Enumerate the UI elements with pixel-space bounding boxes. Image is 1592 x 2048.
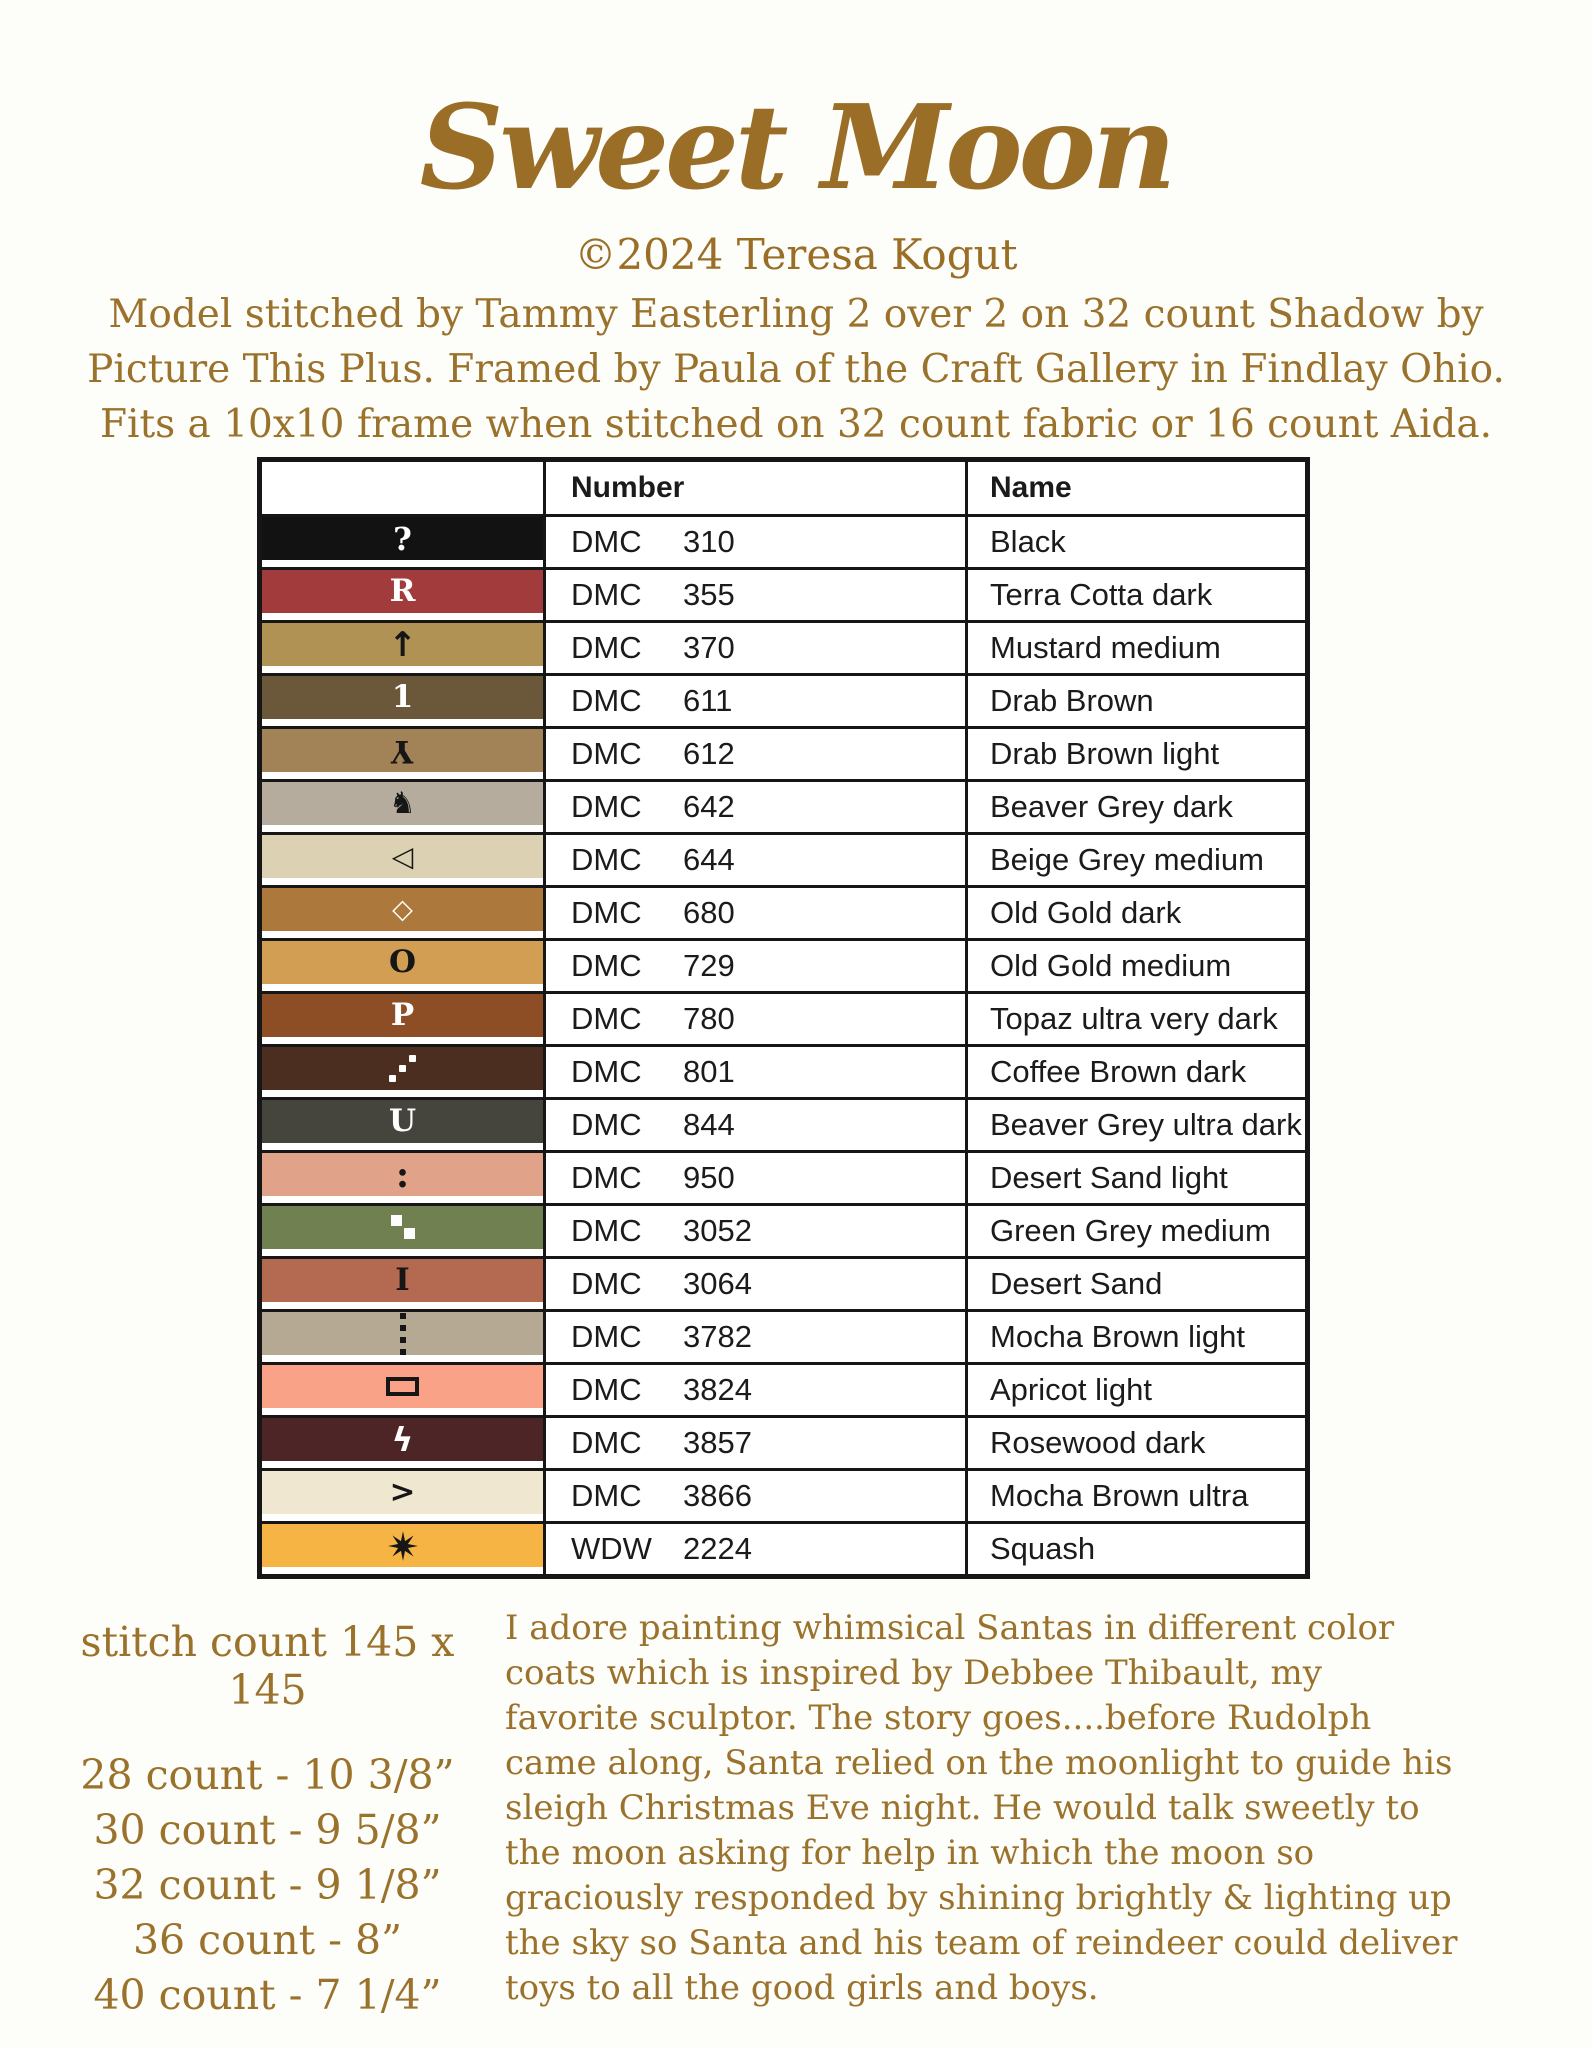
thread-name: Drab Brown light <box>965 729 1305 779</box>
thread-symbol-icon: ϟ <box>391 1420 414 1459</box>
swatch-cell <box>262 570 543 620</box>
color-swatch <box>262 1312 543 1355</box>
thread-symbol-icon: R <box>389 573 416 609</box>
thread-symbol-icon: Y <box>391 733 414 769</box>
table-row <box>262 567 1305 620</box>
size-info <box>55 1618 480 2023</box>
table-row <box>262 991 1305 1044</box>
swatch-cell <box>262 517 543 567</box>
number-column-header: Number <box>543 462 965 514</box>
thread-brand: DMC <box>571 524 642 559</box>
thread-brand: DMC <box>571 1054 642 1089</box>
thread-number: 844 <box>683 1107 735 1142</box>
intro-text <box>0 287 1592 452</box>
color-swatch <box>262 782 543 825</box>
thread-brand: DMC <box>571 1425 642 1460</box>
thread-number: 644 <box>683 842 735 877</box>
thread-number-cell <box>543 623 965 673</box>
thread-brand: DMC <box>571 1107 642 1142</box>
color-swatch <box>262 888 543 931</box>
swatch-cell <box>262 1312 543 1362</box>
thread-name: Apricot light <box>965 1365 1305 1415</box>
thread-name: Desert Sand light <box>965 1153 1305 1203</box>
color-swatch <box>262 1153 543 1196</box>
thread-symbol-icon: ◇ <box>392 894 413 925</box>
thread-number-cell <box>543 1153 965 1203</box>
thread-name: Rosewood dark <box>965 1418 1305 1468</box>
thread-number-cell <box>543 570 965 620</box>
swatch-cell <box>262 1206 543 1256</box>
thread-number: 729 <box>683 948 735 983</box>
thread-number: 3782 <box>683 1319 752 1354</box>
table-row <box>262 1097 1305 1150</box>
swatch-cell <box>262 1365 543 1415</box>
thread-number-cell <box>543 1100 965 1150</box>
table-row <box>262 726 1305 779</box>
copyright-line: ©2024 Teresa Kogut <box>574 230 1018 279</box>
thread-brand: DMC <box>571 1160 642 1195</box>
swatch-cell <box>262 1524 543 1574</box>
thread-brand: DMC <box>571 948 642 983</box>
color-swatch <box>262 570 543 613</box>
thread-number: 801 <box>683 1054 735 1089</box>
intro-line: Fits a 10x10 frame when stitched on 32 count fabric or 16 count Aida. <box>99 402 1493 447</box>
thread-number-cell <box>543 835 965 885</box>
thread-number-cell <box>543 994 965 1044</box>
swatch-cell <box>262 888 543 938</box>
swatch-cell <box>262 994 543 1044</box>
color-swatch <box>262 517 543 560</box>
symbol-column-header <box>262 462 543 514</box>
swatch-cell <box>262 835 543 885</box>
thread-name: Mocha Brown light <box>965 1312 1305 1362</box>
table-row <box>262 620 1305 673</box>
thread-number-cell <box>543 729 965 779</box>
count-line: 32 count - 9 1/8” <box>93 1861 442 1909</box>
color-swatch <box>262 1259 543 1302</box>
thread-symbol-icon <box>387 1530 419 1562</box>
thread-name: Desert Sand <box>965 1259 1305 1309</box>
table-row <box>262 832 1305 885</box>
table-row <box>262 1309 1305 1362</box>
thread-brand: DMC <box>571 842 642 877</box>
thread-number-cell <box>543 1365 965 1415</box>
thread-number: 355 <box>683 577 735 612</box>
thread-brand: DMC <box>571 630 642 665</box>
thread-brand: DMC <box>571 683 642 718</box>
count-line: 36 count - 8” <box>132 1916 403 1964</box>
swatch-cell <box>262 1259 543 1309</box>
table-row <box>262 1468 1305 1521</box>
color-swatch <box>262 1365 543 1408</box>
thread-brand: DMC <box>571 736 642 771</box>
color-swatch <box>262 1100 543 1143</box>
table-row <box>262 1256 1305 1309</box>
swatch-cell <box>262 729 543 779</box>
thread-legend-table <box>257 457 1310 1579</box>
thread-number-cell <box>543 888 965 938</box>
thread-brand: DMC <box>571 895 642 930</box>
color-swatch <box>262 835 543 878</box>
color-swatch <box>262 941 543 984</box>
page-title: Sweet Moon <box>419 80 1173 216</box>
thread-number-cell <box>543 1259 965 1309</box>
table-row <box>262 1150 1305 1203</box>
thread-number: 3857 <box>683 1425 752 1460</box>
thread-symbol-icon: ↑ <box>388 624 417 665</box>
thread-name: Terra Cotta dark <box>965 570 1305 620</box>
thread-symbol-icon: ♞ <box>389 785 416 821</box>
thread-brand: DMC <box>571 1266 642 1301</box>
thread-brand: DMC <box>571 1213 642 1248</box>
thread-number: 950 <box>683 1160 735 1195</box>
thread-number-cell <box>543 517 965 567</box>
thread-symbol-icon: O <box>388 944 416 980</box>
thread-symbol-icon <box>390 1215 416 1241</box>
thread-number-cell <box>543 782 965 832</box>
thread-name: Green Grey medium <box>965 1206 1305 1256</box>
thread-name: Coffee Brown dark <box>965 1047 1305 1097</box>
thread-name: Old Gold medium <box>965 941 1305 991</box>
thread-name: Old Gold dark <box>965 888 1305 938</box>
thread-symbol-icon: ◁ <box>391 839 414 873</box>
thread-name: Beaver Grey ultra dark <box>965 1100 1305 1150</box>
thread-brand: DMC <box>571 1001 642 1036</box>
thread-number: 611 <box>683 683 733 718</box>
color-swatch <box>262 1471 543 1514</box>
count-line: 28 count - 10 3/8” <box>80 1751 455 1799</box>
table-row <box>262 673 1305 726</box>
thread-number-cell <box>543 1047 965 1097</box>
legend-rows <box>262 514 1305 1574</box>
thread-name: Black <box>965 517 1305 567</box>
count-line: 40 count - 7 1/4” <box>93 1971 442 2019</box>
thread-brand: DMC <box>571 789 642 824</box>
swatch-cell <box>262 1471 543 1521</box>
thread-number-cell <box>543 1206 965 1256</box>
thread-name: Beige Grey medium <box>965 835 1305 885</box>
thread-symbol-icon <box>399 1065 406 1072</box>
thread-number: 780 <box>683 1001 735 1036</box>
thread-brand: DMC <box>571 1372 642 1407</box>
color-swatch <box>262 729 543 772</box>
thread-name: Beaver Grey dark <box>965 782 1305 832</box>
thread-name: Drab Brown <box>965 676 1305 726</box>
swatch-cell <box>262 1047 543 1097</box>
thread-number: 680 <box>683 895 735 930</box>
thread-number-cell <box>543 1471 965 1521</box>
thread-symbol-icon: U <box>388 1103 417 1139</box>
table-row <box>262 1044 1305 1097</box>
color-swatch <box>262 1206 543 1249</box>
color-swatch <box>262 994 543 1037</box>
table-row <box>262 514 1305 567</box>
intro-line: Picture This Plus. Framed by Paula of the Craft Gallery in Findlay Ohio. <box>87 347 1505 392</box>
table-row <box>262 938 1305 991</box>
thread-number: 3824 <box>683 1372 752 1407</box>
thread-number: 310 <box>683 524 735 559</box>
thread-name: Squash <box>965 1524 1305 1574</box>
name-column-header: Name <box>965 462 1305 514</box>
thread-number: 3052 <box>683 1213 752 1248</box>
thread-symbol-icon: P <box>390 997 415 1033</box>
intro-line: Model stitched by Tammy Easterling 2 over 2 on 32 count Shadow by <box>108 292 1484 337</box>
thread-number-cell <box>543 1418 965 1468</box>
thread-symbol-icon: I <box>395 1262 410 1298</box>
swatch-cell <box>262 1153 543 1203</box>
thread-brand: DMC <box>571 577 642 612</box>
thread-brand: DMC <box>571 1478 642 1513</box>
swatch-cell <box>262 1100 543 1150</box>
thread-number: 2224 <box>683 1531 752 1566</box>
table-row <box>262 885 1305 938</box>
swatch-cell <box>262 623 543 673</box>
thread-symbol-icon: : <box>395 1153 410 1196</box>
thread-symbol-icon <box>386 1377 419 1396</box>
color-swatch <box>262 1418 543 1461</box>
color-swatch <box>262 1047 543 1090</box>
swatch-cell <box>262 782 543 832</box>
color-swatch <box>262 1524 543 1567</box>
color-swatch <box>262 676 543 719</box>
thread-number: 612 <box>683 736 735 771</box>
thread-symbol-icon: ? <box>393 519 412 558</box>
table-row <box>262 1203 1305 1256</box>
thread-number: 3064 <box>683 1266 752 1301</box>
count-line: 30 count - 9 5/8” <box>93 1806 442 1854</box>
table-header-row <box>262 462 1305 514</box>
thread-name: Mustard medium <box>965 623 1305 673</box>
thread-number-cell <box>543 941 965 991</box>
thread-number: 370 <box>683 630 735 665</box>
thread-brand: DMC <box>571 1319 642 1354</box>
thread-number-cell <box>543 1312 965 1362</box>
thread-number: 3866 <box>683 1478 752 1513</box>
story-text: I adore painting whimsical Santas in different color coats which is inspired by Debbee Thibault, my favorite sculptor. The story goes....before Rudolph came along, Santa relied on the moonlight to guide his sleigh Christmas Eve night. He would talk sweetly to the moon asking for help in which the moon so graciously responded by shining brightly & lighting up the sky so Santa and his team of reindeer could deliver toys to all the good girls and boys. <box>505 1608 1458 2008</box>
swatch-cell <box>262 676 543 726</box>
table-row <box>262 1362 1305 1415</box>
thread-symbol-icon: 1 <box>391 679 414 715</box>
color-swatch <box>262 623 543 666</box>
thread-symbol-icon: > <box>389 1474 416 1510</box>
thread-brand: WDW <box>571 1531 652 1566</box>
count-lines <box>55 1748 480 2023</box>
swatch-cell <box>262 1418 543 1468</box>
swatch-cell <box>262 941 543 991</box>
stitch-count: stitch count 145 x 145 <box>80 1618 455 1714</box>
thread-name: Mocha Brown ultra <box>965 1471 1305 1521</box>
thread-name: Topaz ultra very dark <box>965 994 1305 1044</box>
thread-number-cell <box>543 1524 965 1574</box>
table-row <box>262 1521 1305 1574</box>
thread-symbol-icon <box>400 1313 406 1355</box>
table-row <box>262 1415 1305 1468</box>
thread-number-cell <box>543 676 965 726</box>
table-row <box>262 779 1305 832</box>
thread-number: 642 <box>683 789 735 824</box>
